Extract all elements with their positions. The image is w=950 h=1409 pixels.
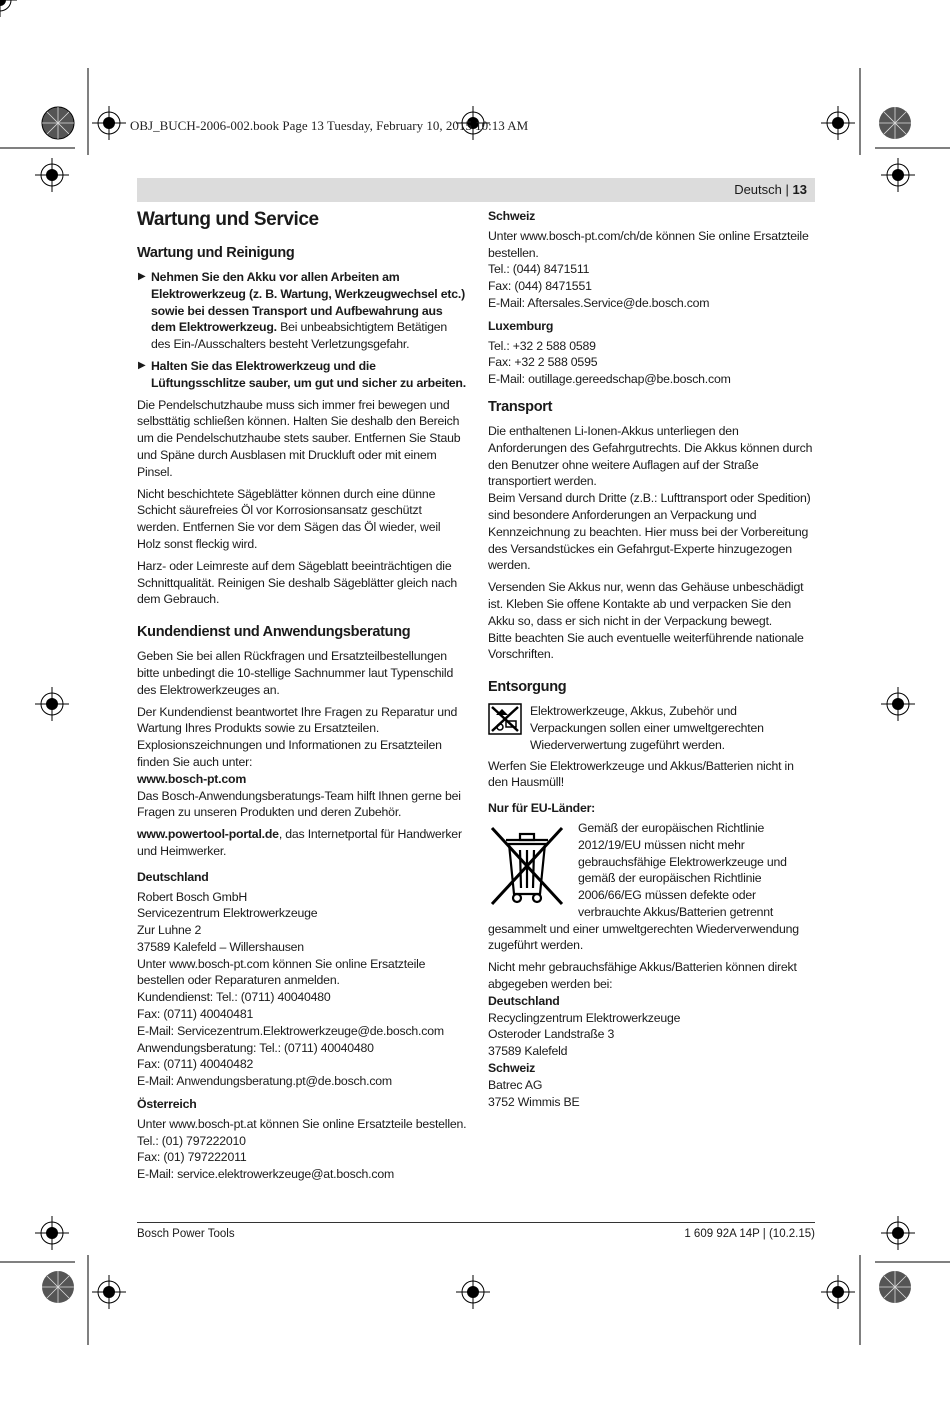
portal-text: , das Internetportal für Handwerker und Heimwerker. xyxy=(137,827,462,858)
header-separator: | xyxy=(785,182,789,197)
paragraph: Beim Versand durch Dritte (z.B.: Lufttransport oder Spedition) sind besondere Anforderungen an Verpackung und Kennzeichnung zu beachten. Hier muss bei der Vorbereitung des Versandstückes ein Gefahrgut-Experte hinzugezogen werden. xyxy=(488,491,811,573)
bullet-keep-clean xyxy=(137,358,467,392)
fax-line: Fax: (01) 797222011 xyxy=(137,1150,247,1165)
fax-line: Fax: (0711) 40040481 xyxy=(137,1007,254,1022)
paragraph: Der Kundendienst beantwortet Ihre Fragen zu Reparatur und Wartung Ihres Produkts sowie zu Ersatzteilen. Explosionszeichnungen und Informationen zu Ersatzteilen finden Sie auch unter: xyxy=(137,704,458,769)
email-line: E-Mail: Servicezentrum.Elektrowerkzeuge@de.bosch.com xyxy=(137,1023,444,1038)
luxembourg-heading: Luxemburg xyxy=(488,318,554,333)
address-line: Recyclingzentrum Elektrowerkzeuge xyxy=(488,1010,681,1025)
address-line: Unter www.bosch-pt.at können Sie online Ersatzteile bestellen. xyxy=(137,1116,467,1131)
left-column xyxy=(137,208,467,1183)
paragraph: Harz- oder Leimreste auf dem Sägeblatt beeinträchtigen die Schnittqualität. Reinigen Sie deshalb Sägeblätter gleich nach dem Gebrauch. xyxy=(137,558,458,607)
address-line: Unter www.bosch-pt.com/ch/de können Sie online Ersatzteile bestellen. xyxy=(488,228,809,260)
address-line: Osteroder Landstraße 3 xyxy=(488,1027,615,1042)
footer-brand: Bosch Power Tools xyxy=(137,1228,235,1240)
footer-doc-number: 1 609 92A 14P | (10.2.15) xyxy=(684,1228,815,1240)
paragraph: Die Pendelschutzhaube muss sich immer frei bewegen und selbsttätig schließen können. Halten Sie deshalb den Bereich um die Pendelschutzhaube stets sauber. Entfernen Sie Staub und Späne durch Ausblasen mit Druckluft oder mit einem Pinsel. xyxy=(137,397,461,479)
bullet-triangle-icon: ▶ xyxy=(138,359,146,371)
austria-heading: Österreich xyxy=(137,1097,197,1112)
address-line: 37589 Kalefeld – Willershausen xyxy=(137,939,304,954)
phone-line: Kundendienst: Tel.: (0711) 40040480 xyxy=(137,990,331,1005)
email-line: E-Mail: Aftersales.Service@de.bosch.com xyxy=(488,295,710,310)
bullet-remove-battery xyxy=(137,269,467,353)
registration-mark-icon xyxy=(0,0,17,17)
weee-notice xyxy=(488,820,816,954)
address-line: Batrec AG xyxy=(488,1077,543,1092)
austria-contact xyxy=(137,1116,467,1183)
paragraph: Das Bosch-Anwendungsberatungs-Team hilft Ihnen gerne bei Fragen zu unseren Produkten und deren Zubehör. xyxy=(137,788,461,820)
paragraph: Versenden Sie Akkus nur, wenn das Gehäuse unbeschädigt ist. Kleben Sie offene Kontakte ab und verpacken Sie den Akku so, dass er sich nicht in der Verpackung bewegt. xyxy=(488,580,804,628)
phone-line: Tel.: +32 2 588 0589 xyxy=(488,338,596,353)
url-powertool-portal[interactable]: www.powertool-portal.de xyxy=(137,827,279,842)
bullet2-bold: Halten Sie das Elektrowerkzeug und die Lüftungsschlitze sauber, um gut und sicher zu arbeiten. xyxy=(151,358,466,390)
bullet-triangle-icon: ▶ xyxy=(138,271,146,282)
page-title: Wartung und Service xyxy=(137,209,319,230)
paragraph: Bitte beachten Sie auch eventuelle weiterführende nationale Vorschriften. xyxy=(488,630,804,662)
fax-line: Fax: (0711) 40040482 xyxy=(137,1057,254,1072)
disposal-text: Elektrowerkzeuge, Akkus, Zubehör und Verpackungen sollen einer umweltgerechten Wiederverwertung zugeführt werden. xyxy=(530,704,764,752)
germany-contact xyxy=(137,889,467,1091)
email-line: E-Mail: outillage.gereedschap@be.bosch.com xyxy=(488,372,731,387)
address-line: 37589 Kalefeld xyxy=(488,1044,568,1059)
bullet1-bold: Nehmen Sie den Akku vor allen Arbeiten am Elektrowerkzeug (z. B. Wartung, Werkzeugwechsel etc.) sowie bei dessen Transport und Aufbewahrung aus dem Elektrowerkzeug. xyxy=(151,270,465,335)
paragraph: Geben Sie bei allen Rückfragen und Ersatzteilbestellungen bitte unbedingt die 10-stellige Sachnummer laut Typenschild des Elektrowerkzeuges an. xyxy=(137,649,454,697)
phone-line: Anwendungsberatung: Tel.: (0711) 40040480 xyxy=(137,1040,374,1055)
crossed-out-bin-icon xyxy=(488,822,566,908)
recycling-germany-heading: Deutschland xyxy=(488,993,560,1008)
right-column xyxy=(488,208,816,1110)
germany-heading: Deutschland xyxy=(137,869,209,884)
address-line: 3752 Wimmis BE xyxy=(488,1094,580,1109)
maintenance-heading: Wartung und Reinigung xyxy=(137,245,295,261)
customer-service-heading: Kundendienst und Anwendungsberatung xyxy=(137,624,411,641)
address-line: Robert Bosch GmbH xyxy=(137,889,248,904)
fax-line: Fax: +32 2 588 0595 xyxy=(488,355,598,370)
url-bosch-pt[interactable]: www.bosch-pt.com xyxy=(137,771,247,786)
switzerland-contact xyxy=(488,228,816,312)
book-info-line: OBJ_BUCH-2006-002.book Page 13 Tuesday, February 10, 2015 10:13 AM xyxy=(130,118,529,133)
paragraph: Nicht mehr gebrauchsfähige Akkus/Batterien können direkt abgegeben werden bei: xyxy=(488,960,797,992)
paragraph: Werfen Sie Elektrowerkzeuge und Akkus/Batterien nicht in den Hausmüll! xyxy=(488,758,794,790)
recycling-switzerland-heading: Schweiz xyxy=(488,1061,536,1076)
email-line: E-Mail: service.elektrowerkzeuge@at.bosch.com xyxy=(137,1167,395,1182)
address-line: Zur Luhne 2 xyxy=(137,923,202,938)
transport-heading: Transport xyxy=(488,398,553,415)
address-line: Unter www.bosch-pt.com können Sie online Ersatzteile bestellen oder Reparaturen anmelden. xyxy=(137,956,426,988)
paragraph: Die enthaltenen Li-Ionen-Akkus unterliegen den Anforderungen des Gefahrgutrechts. Die Akkus können durch den Benutzer ohne weitere Auflagen auf der Straße transportiert werden. xyxy=(488,423,813,489)
fax-line: Fax: (044) 8471551 xyxy=(488,279,592,294)
email-line: E-Mail: Anwendungsberatung.pt@de.bosch.com xyxy=(137,1074,392,1089)
bullet1-text: Bei unbeabsichtigtem Betätigen des Ein-/Ausschalters besteht Verletzungsgefahr. xyxy=(151,320,448,352)
phone-line: Tel.: (01) 797222010 xyxy=(137,1133,246,1148)
weee-text: Gemäß der europäischen Richtlinie 2012/19/EU müssen nicht mehr gebrauchsfähige Elektrowerkzeuge und gemäß der europäischen Richtlinie 2006/66/EG müssen defekte oder verbrauchte Akkus/Batterien getrennt gesammelt und einer umweltgerechten Wiederverwendung zugeführt werden. xyxy=(488,820,799,953)
paragraph: Nicht beschichtete Sägeblätter können durch eine dünne Schicht säurefreies Öl vor Korrosionsansatz geschützt werden. Entfernen Sie vor dem Sägen das Öl wieder, weil Holz sonst fleckig wird. xyxy=(137,486,441,551)
disposal-heading: Entsorgung xyxy=(488,679,567,696)
eu-only-heading: Nur für EU-Länder: xyxy=(488,801,596,816)
switzerland-heading: Schweiz xyxy=(488,209,536,223)
address-line: Servicezentrum Elektrowerkzeuge xyxy=(137,906,318,921)
recycling-switzerland-address xyxy=(488,1077,816,1111)
luxembourg-contact xyxy=(488,338,816,388)
page-header-bar xyxy=(137,178,815,202)
section-name: Deutsch xyxy=(734,182,782,197)
page-number: 13 xyxy=(792,182,807,197)
recycling-notice xyxy=(488,703,816,753)
paragraph-portal xyxy=(137,826,467,860)
page-footer xyxy=(137,1222,815,1240)
recycling-icon xyxy=(488,703,522,735)
phone-line: Tel.: (044) 8471511 xyxy=(488,262,590,277)
recycling-germany-address xyxy=(488,1010,816,1060)
page-header-label xyxy=(734,182,807,197)
